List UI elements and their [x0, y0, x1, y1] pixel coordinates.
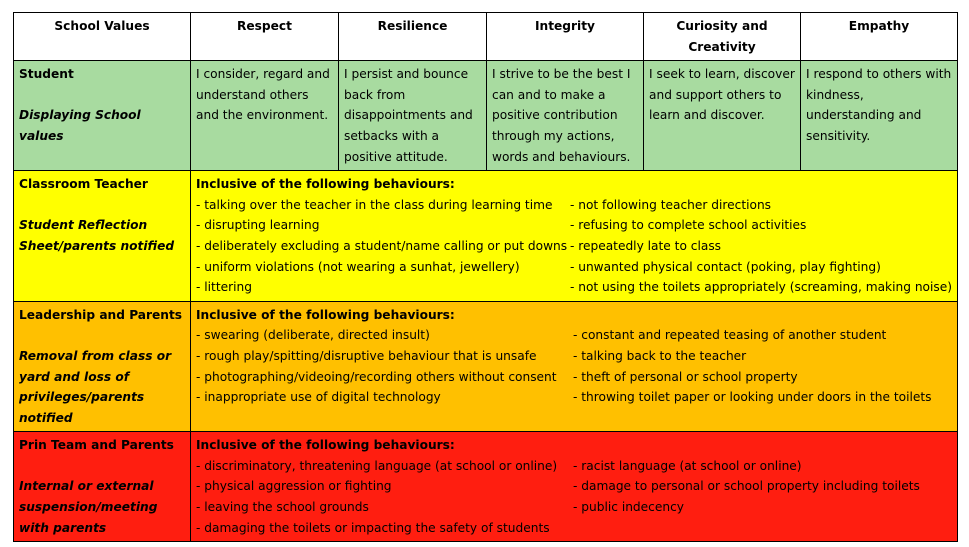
list-item: - uniform violations (not wearing a sunhat, jewellery): [196, 259, 520, 274]
prin-behaviours-title: Inclusive of the following behaviours:: [196, 438, 455, 453]
teacher-title: Classroom Teacher: [19, 177, 148, 192]
header-respect: Respect: [191, 13, 339, 61]
list-item: - damage to personal or school property including toilets: [573, 479, 920, 494]
student-row: [14, 61, 958, 171]
prin-behaviours-left: [196, 456, 573, 538]
teacher-behaviours-cell: [191, 171, 958, 302]
leadership-behaviours-right: [573, 325, 952, 407]
list-item: - damaging the toilets or impacting the safety of students: [196, 520, 550, 535]
leadership-title: Leadership and Parents: [19, 307, 183, 322]
list-item: - swearing (deliberate, directed insult): [196, 328, 430, 343]
list-item: - unwanted physical contact (poking, play fighting): [569, 259, 881, 274]
leadership-subtitle: Removal from class or yard and loss of privileges/parents notified: [19, 348, 172, 425]
list-item: - discriminatory, threatening language (at school or online): [196, 458, 558, 473]
student-subtitle: Displaying School values: [19, 108, 141, 143]
list-item: - photographing/videoing/recording others without consent: [196, 369, 557, 384]
list-item: - racist language (at school or online): [573, 458, 802, 473]
list-item: - constant and repeated teasing of another student: [573, 328, 887, 343]
list-item: - theft of personal or school property: [573, 369, 798, 384]
list-item: - not using the toilets appropriately (screaming, making noise): [569, 280, 952, 295]
header-empathy: Empathy: [801, 13, 958, 61]
values-table: [13, 12, 958, 542]
prin-behaviours-cell: [191, 432, 958, 542]
prin-behaviours-right: [573, 456, 952, 538]
list-item: - deliberately excluding a student/name calling or put downs: [196, 238, 568, 253]
school-values-matrix: [13, 12, 957, 542]
list-item: - rough play/spitting/disruptive behaviour that is unsafe: [196, 348, 537, 363]
list-item: - refusing to complete school activities: [569, 218, 807, 233]
list-item: - inappropriate use of digital technology: [196, 390, 441, 405]
student-title: Student: [19, 67, 74, 82]
prin-level-cell: [14, 432, 191, 542]
list-item: - not following teacher directions: [569, 197, 772, 212]
leadership-behaviours-left: [196, 325, 573, 407]
prin-row: [14, 432, 958, 542]
list-item: - talking back to the teacher: [573, 348, 747, 363]
leadership-level-cell: [14, 301, 191, 432]
list-item: - physical aggression or fighting: [196, 479, 392, 494]
teacher-behaviours-title: Inclusive of the following behaviours:: [196, 177, 455, 192]
list-item: - leaving the school grounds: [196, 500, 369, 515]
teacher-level-cell: [14, 171, 191, 302]
list-item: - repeatedly late to class: [569, 238, 722, 253]
list-item: - throwing toilet paper or looking under doors in the toilets: [573, 390, 932, 405]
list-item: - talking over the teacher in the class during learning time: [196, 197, 553, 212]
student-respect: I consider, regard and understand others and the environment.: [191, 61, 339, 171]
student-integrity: I strive to be the best I can and to make a positive contribution through my actions, words and behaviours.: [487, 61, 644, 171]
teacher-behaviours-left: [196, 195, 570, 298]
list-item: - disrupting learning: [196, 218, 320, 233]
student-empathy: I respond to others with kindness, understanding and sensitivity.: [801, 61, 958, 171]
header-curiosity: Curiosity and Creativity: [644, 13, 801, 61]
header-resilience: Resilience: [339, 13, 487, 61]
teacher-subtitle: Student Reflection Sheet/parents notified: [19, 218, 175, 253]
header-school-values: School Values: [14, 13, 191, 61]
leadership-behaviours-title: Inclusive of the following behaviours:: [196, 307, 455, 322]
student-level-cell: [14, 61, 191, 171]
prin-title: Prin Team and Parents: [19, 438, 174, 453]
leadership-row: [14, 301, 958, 432]
list-item: - littering: [196, 280, 252, 295]
prin-subtitle: Internal or external suspension/meeting with parents: [19, 479, 158, 535]
student-resilience: I persist and bounce back from disappointments and setbacks with a positive attitude.: [339, 61, 487, 171]
teacher-behaviours-right: [570, 195, 952, 298]
header-integrity: Integrity: [487, 13, 644, 61]
header-row: [14, 13, 958, 61]
student-curiosity: I seek to learn, discover and support others to learn and discover.: [644, 61, 801, 171]
leadership-behaviours-cell: [191, 301, 958, 432]
list-item: - public indecency: [573, 500, 684, 515]
teacher-row: [14, 171, 958, 302]
